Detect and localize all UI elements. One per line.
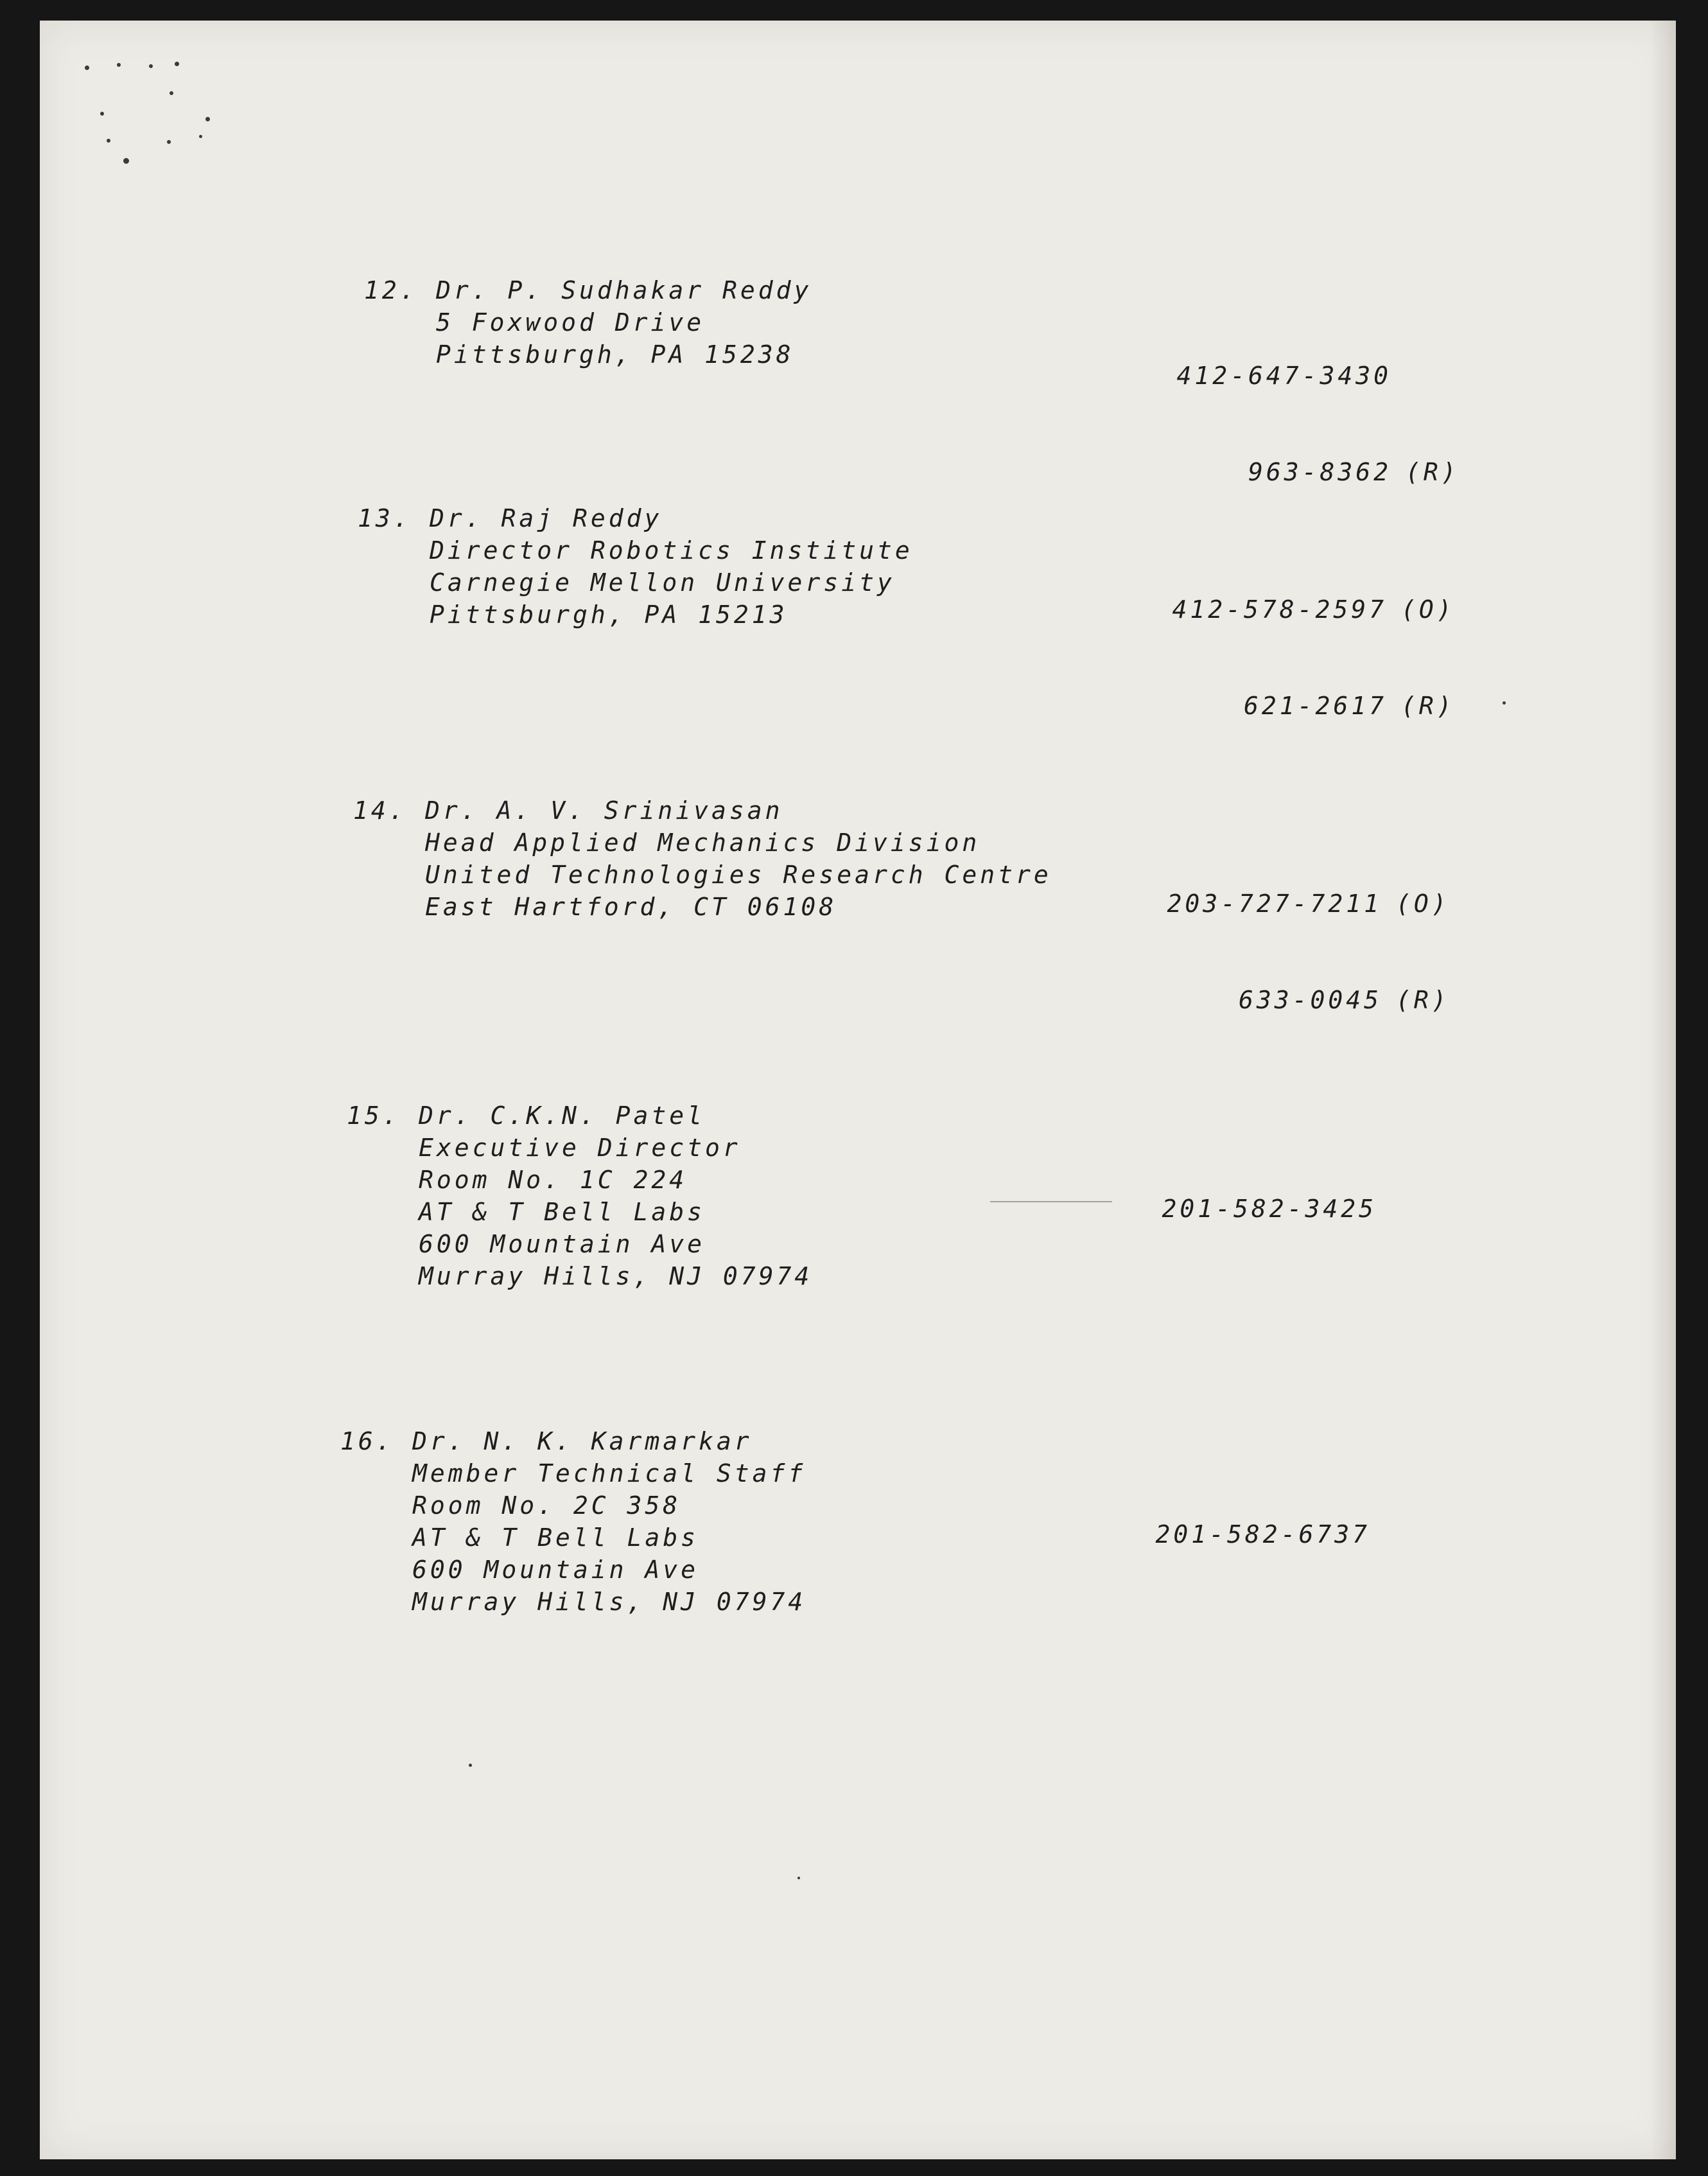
address-line: AT & T Bell Labs — [412, 1523, 699, 1552]
staple-hole — [123, 158, 129, 164]
entry-phones — [1139, 1454, 1370, 1615]
entry-number: 14. — [353, 796, 407, 825]
entry-address — [430, 502, 913, 631]
address-line: East Hartford, CT 06108 — [425, 893, 837, 921]
phone-line — [1146, 1193, 1377, 1225]
staple-hole — [175, 62, 179, 66]
paper-sheet — [40, 21, 1676, 2159]
phone-tag: (R) — [1401, 692, 1455, 720]
address-line: Pittsburgh, PA 15213 — [430, 601, 788, 629]
entry-address — [436, 274, 812, 371]
phone-number: 412-647-3430 — [1176, 362, 1391, 390]
phone-line — [1160, 360, 1460, 392]
entry-number: 13. — [358, 504, 412, 532]
address-line: 600 Mountain Ave — [412, 1556, 699, 1584]
staple-hole — [149, 64, 153, 68]
entry-phones — [1151, 823, 1450, 1080]
entry-name: Dr. Raj Reddy — [430, 504, 663, 532]
staple-hole — [167, 140, 171, 144]
phone-tag: (O) — [1401, 595, 1455, 624]
phone-line — [1156, 690, 1455, 722]
phone-line — [1156, 593, 1455, 626]
phone-number: 621-2617 — [1243, 692, 1387, 720]
entry-name: Dr. P. Sudhakar Reddy — [436, 276, 812, 304]
staple-hole — [170, 91, 173, 95]
staple-hole — [85, 66, 89, 70]
phone-number: 633-0045 — [1238, 986, 1382, 1014]
address-line: 5 Foxwood Drive — [436, 308, 705, 337]
entry-number: 15. — [347, 1101, 401, 1130]
address-line: United Technologies Research Centre — [425, 861, 1052, 889]
entry-phones — [1156, 529, 1455, 786]
address-line: Director Robotics Institute — [430, 536, 913, 565]
staple-hole — [199, 135, 202, 138]
phone-number: 201-582-6737 — [1155, 1520, 1370, 1549]
phone-line — [1160, 456, 1460, 488]
address-line: Member Technical Staff — [412, 1459, 806, 1487]
entry-address — [419, 1100, 812, 1292]
phone-line — [1151, 888, 1450, 920]
address-line: Murray Hills, NJ 07974 — [412, 1588, 806, 1616]
staple-hole — [107, 139, 110, 143]
entry-address — [412, 1425, 806, 1618]
stray-mark — [990, 1201, 1112, 1202]
phone-tag: (R) — [1396, 986, 1450, 1014]
address-line: Room No. 2C 358 — [412, 1491, 681, 1520]
entry-number: 16. — [340, 1427, 394, 1455]
phone-line — [1139, 1518, 1370, 1550]
phone-tag: (R) — [1406, 458, 1460, 486]
staple-hole — [205, 117, 210, 121]
address-line: Room No. 1C 224 — [419, 1166, 688, 1194]
phone-number: 963-8362 — [1248, 458, 1391, 486]
stray-mark — [1503, 701, 1506, 705]
address-line: Executive Director — [419, 1134, 741, 1162]
entry-name: Dr. N. K. Karmarkar — [412, 1427, 753, 1455]
entry-name: Dr. C.K.N. Patel — [419, 1101, 706, 1130]
stray-mark — [469, 1764, 472, 1767]
phone-tag: (O) — [1396, 890, 1450, 918]
entry-phones — [1146, 1128, 1377, 1289]
phone-number: 201-582-3425 — [1162, 1195, 1377, 1223]
staple-hole — [100, 112, 104, 116]
entry-number: 12. — [364, 276, 418, 304]
phone-number: 412-578-2597 — [1172, 595, 1387, 624]
entry-phones — [1160, 295, 1460, 552]
address-line: Carnegie Mellon University — [430, 568, 895, 597]
address-line: AT & T Bell Labs — [419, 1198, 706, 1226]
address-line: Pittsburgh, PA 15238 — [436, 340, 794, 369]
entry-address — [425, 794, 1052, 923]
entry-name: Dr. A. V. Srinivasan — [425, 796, 783, 825]
address-line: Murray Hills, NJ 07974 — [419, 1262, 813, 1290]
staple-hole — [117, 63, 121, 67]
stray-mark — [797, 1877, 800, 1879]
phone-line — [1151, 984, 1450, 1016]
address-line: Head Applied Mechanics Division — [425, 829, 980, 857]
phone-number: 203-727-7211 — [1167, 890, 1382, 918]
address-line: 600 Mountain Ave — [419, 1230, 706, 1258]
